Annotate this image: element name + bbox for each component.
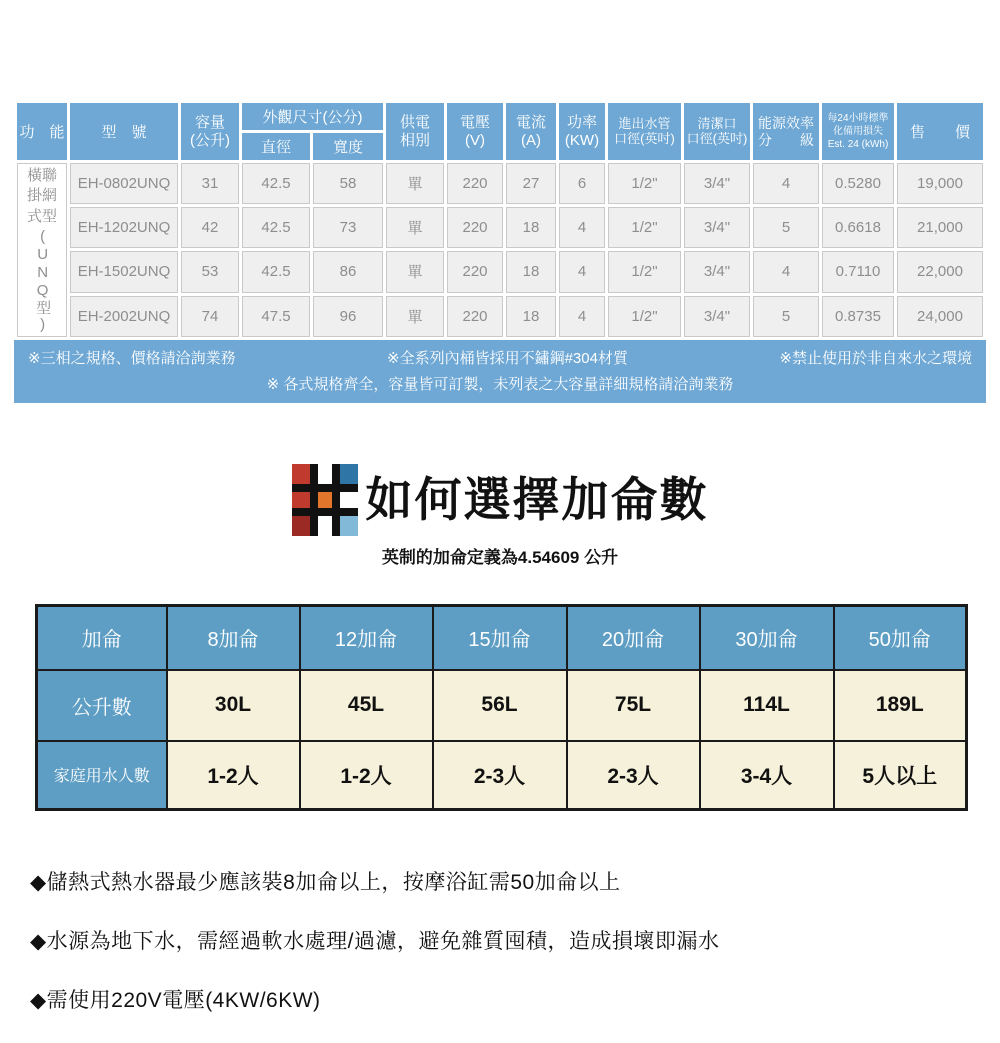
cell-loss: 0.5280 [822, 163, 894, 204]
gallon-row-label-liters: 公升數 [37, 670, 167, 741]
gallon-col-header: 12加侖 [300, 606, 433, 670]
cell-inlet: 1/2" [608, 163, 681, 204]
table-row [17, 207, 983, 248]
cell-model: EH-2002UNQ [70, 296, 178, 337]
cell-width: 73 [313, 207, 383, 248]
col-header-diameter: 直徑 [242, 133, 310, 160]
cell-power: 4 [559, 207, 605, 248]
cell-width: 58 [313, 163, 383, 204]
cell-diameter: 42.5 [242, 207, 310, 248]
cell-loss: 0.6618 [822, 207, 894, 248]
cell-clean: 3/4" [684, 207, 750, 248]
gallon-table [35, 604, 968, 811]
col-header-dimensions-group: 外觀尺寸(公分) [242, 103, 383, 130]
note-custom-order: ※ 各式規格齊全，容量皆可訂製，未列表之大容量詳細規格請洽詢業務 [266, 375, 734, 393]
cell-clean: 3/4" [684, 251, 750, 292]
gallon-col-header: 8加侖 [167, 606, 300, 670]
cell-voltage: 220 [447, 251, 503, 292]
cell-voltage: 220 [447, 207, 503, 248]
cell-loss: 0.7110 [822, 251, 894, 292]
color-grid-icon [292, 464, 358, 536]
section-title: 如何選擇加侖數 [365, 473, 709, 527]
col-header-standby-loss: 每24小時標準 化備用損失 Est. 24 (kWh) [822, 103, 894, 160]
cell-phase: 單 [386, 207, 444, 248]
table-row [37, 670, 967, 741]
cell-power: 4 [559, 296, 605, 337]
cell-energy: 5 [753, 207, 819, 248]
gallon-cell: 45L [300, 670, 433, 741]
spec-table [14, 100, 986, 340]
cell-voltage: 220 [447, 163, 503, 204]
gallon-cell: 3-4人 [700, 741, 834, 810]
cell-current: 18 [506, 296, 556, 337]
cell-width: 96 [313, 296, 383, 337]
cell-diameter: 47.5 [242, 296, 310, 337]
bullet-note: ◆需使用220V電壓(4KW/6KW) [30, 989, 321, 1012]
cell-power: 4 [559, 251, 605, 292]
bullet-note: ◆儲熱式熱水器最少應該裝8加侖以上，按摩浴缸需50加侖以上 [30, 871, 621, 894]
cell-capacity: 31 [181, 163, 239, 204]
gallon-col-header: 30加侖 [700, 606, 834, 670]
table-row [17, 296, 983, 337]
section-subtitle: 英制的加侖定義為4.54609 公升 [381, 548, 619, 567]
table-row [37, 741, 967, 810]
cell-voltage: 220 [447, 296, 503, 337]
note-material: ※全系列內桶皆採用不鏽鋼#304材質 [387, 349, 628, 367]
cell-clean: 3/4" [684, 163, 750, 204]
gallon-header-row [37, 606, 967, 670]
cell-energy: 4 [753, 163, 819, 204]
gallon-table-section [35, 604, 968, 811]
gallon-cell: 2-3人 [433, 741, 567, 810]
spec-table-section [14, 100, 986, 403]
cell-diameter: 42.5 [242, 251, 310, 292]
col-header-clean-port: 清潔口 口徑(英吋) [684, 103, 750, 160]
cell-price: 19,000 [897, 163, 983, 204]
col-header-model: 型 號 [70, 103, 178, 160]
cell-inlet: 1/2" [608, 207, 681, 248]
col-header-energy-rating: 能源效率 分 級 [753, 103, 819, 160]
gallon-row-label-household: 家庭用水人數 [37, 741, 167, 810]
cell-energy: 4 [753, 251, 819, 292]
table-row [17, 163, 983, 204]
note-three-phase: ※三相之規格、價格請洽詢業務 [28, 349, 236, 367]
table-row [17, 251, 983, 292]
col-header-function: 功 能 [17, 103, 67, 160]
cell-loss: 0.8735 [822, 296, 894, 337]
cell-phase: 單 [386, 251, 444, 292]
cell-price: 21,000 [897, 207, 983, 248]
cell-price: 22,000 [897, 251, 983, 292]
cell-diameter: 42.5 [242, 163, 310, 204]
gallon-col-header: 50加侖 [834, 606, 967, 670]
gallon-col-header: 加侖 [37, 606, 167, 670]
gallon-cell: 189L [834, 670, 967, 741]
cell-current: 27 [506, 163, 556, 204]
col-header-inlet-pipe: 進出水管 口徑(英吋) [608, 103, 681, 160]
gallon-guide-section [0, 464, 1000, 568]
gallon-cell: 1-2人 [300, 741, 433, 810]
cell-capacity: 53 [181, 251, 239, 292]
gallon-cell: 5人以上 [834, 741, 967, 810]
cell-capacity: 74 [181, 296, 239, 337]
cell-price: 24,000 [897, 296, 983, 337]
col-header-power: 功率 (KW) [559, 103, 605, 160]
cell-current: 18 [506, 251, 556, 292]
gallon-cell: 114L [700, 670, 834, 741]
gallon-cell: 75L [567, 670, 700, 741]
col-header-capacity: 容量 (公升) [181, 103, 239, 160]
bullet-note: ◆水源為地下水，需經過軟水處理/過濾，避免雜質囤積，造成損壞即漏水 [30, 930, 720, 953]
gallon-cell: 56L [433, 670, 567, 741]
cell-model: EH-1502UNQ [70, 251, 178, 292]
cell-model: EH-0802UNQ [70, 163, 178, 204]
cell-inlet: 1/2" [608, 251, 681, 292]
gallon-cell: 2-3人 [567, 741, 700, 810]
gallon-cell: 1-2人 [167, 741, 300, 810]
cell-capacity: 42 [181, 207, 239, 248]
cell-clean: 3/4" [684, 296, 750, 337]
cell-model: EH-1202UNQ [70, 207, 178, 248]
spec-notes-band [14, 340, 986, 403]
cell-phase: 單 [386, 296, 444, 337]
col-header-price: 售 價 [897, 103, 983, 160]
col-header-current: 電流 (A) [506, 103, 556, 160]
note-water-source: ※禁止使用於非自來水之環境 [779, 349, 972, 367]
cell-width: 86 [313, 251, 383, 292]
col-header-phase: 供電 相別 [386, 103, 444, 160]
cell-power: 6 [559, 163, 605, 204]
spec-row-group-label: 橫聯 掛網 式型 (UNQ型) [17, 163, 67, 337]
col-header-voltage: 電壓 (V) [447, 103, 503, 160]
col-header-width: 寬度 [313, 133, 383, 160]
cell-energy: 5 [753, 296, 819, 337]
gallon-col-header: 20加侖 [567, 606, 700, 670]
cell-current: 18 [506, 207, 556, 248]
gallon-cell: 30L [167, 670, 300, 741]
gallon-col-header: 15加侖 [433, 606, 567, 670]
cell-inlet: 1/2" [608, 296, 681, 337]
cell-phase: 單 [386, 163, 444, 204]
bottom-notes [30, 866, 980, 1043]
